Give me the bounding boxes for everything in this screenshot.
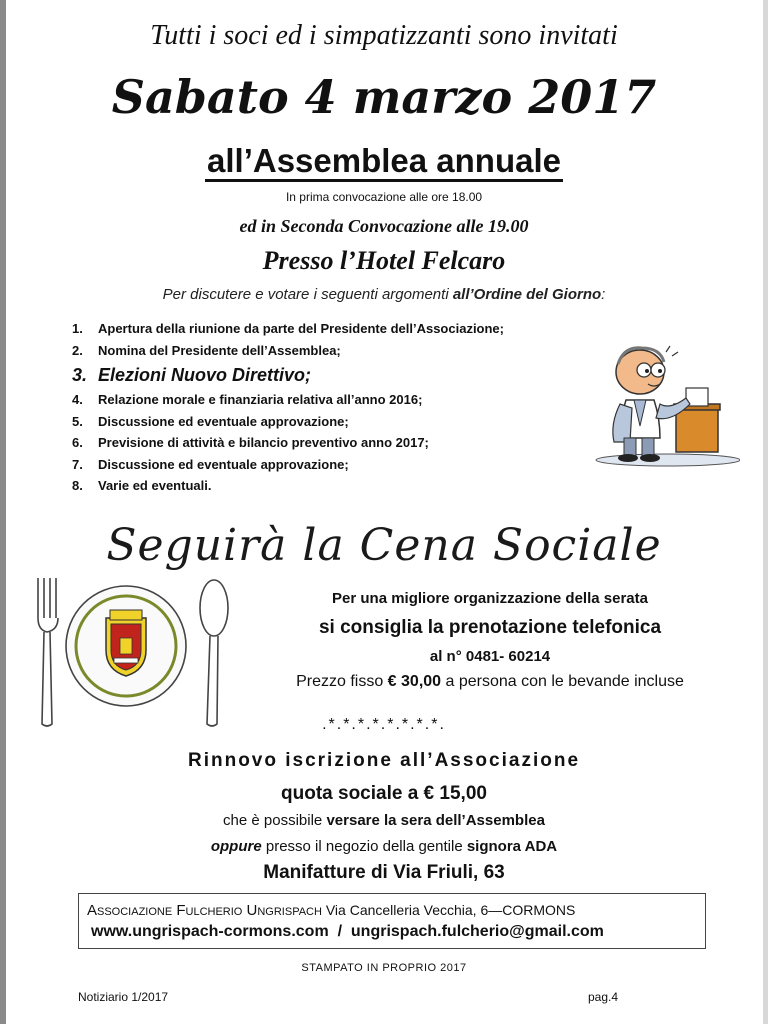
website-link[interactable]: www.ungrispach-cormons.com	[91, 923, 329, 940]
payment-bold: versare la sera dell’Assemblea	[326, 812, 545, 829]
agenda-item-text: Apertura della riunione da parte del Presidente dell’Associazione;	[98, 321, 504, 336]
shop-address: Manifatture di Via Friuli, 63	[263, 862, 505, 883]
price-value: € 30,00	[387, 673, 442, 690]
agenda-item-number: 4.	[72, 392, 83, 407]
agenda-item-number: 5.	[72, 413, 83, 429]
agenda-item-number: 3.	[72, 365, 88, 385]
first-call-note: In prima convocazione alle ore 18.00	[285, 190, 483, 204]
association-address: Via Cancelleria Vecchia, 6—CORMONS	[321, 902, 576, 918]
crest-icon	[106, 610, 146, 676]
invite-line: Tutti i soci ed i simpatizzanti sono invitati	[150, 20, 618, 51]
alternative-bold: signora ADA	[466, 838, 558, 855]
page-number: pag.4	[588, 990, 619, 1004]
agenda-item-text: Relazione morale e finanziaria relativa all’anno 2016;	[98, 392, 423, 407]
assembly-title-text: all’Assemblea annuale	[205, 142, 563, 182]
booking-note: si consiglia la prenotazione telefonica	[318, 617, 662, 638]
location-line: Presso l’Hotel Felcaro	[262, 246, 506, 275]
agenda-item	[72, 340, 612, 362]
second-call-note: ed in Seconda Convocazione alle 19.00	[239, 216, 529, 236]
agenda-intro-text: Per discutere e votare i seguenti argomenti	[162, 286, 453, 303]
agenda-item-number: 7.	[72, 456, 83, 472]
contact-separator: /	[328, 923, 351, 940]
membership-fee: quota sociale a € 15,00	[281, 783, 487, 804]
agenda-item	[72, 411, 612, 433]
price-line	[210, 673, 768, 691]
dotted-divider: .*.*.*.*.*.*.*.*.	[322, 716, 446, 733]
price-prefix: Prezzo fisso	[296, 673, 388, 690]
alternative-line	[0, 838, 768, 855]
email-link[interactable]: ungrispach.fulcherio@gmail.com	[350, 923, 604, 940]
agenda-item-text: Elezioni Nuovo Direttivo;	[98, 365, 312, 385]
agenda-item	[72, 361, 612, 389]
agenda-list	[72, 318, 612, 497]
dinner-title: Seguirà la Cena Sociale	[106, 520, 662, 571]
alternative-italic: oppure	[210, 838, 262, 855]
payment-prefix: che è possibile	[223, 812, 327, 829]
agenda-item-number: 8.	[72, 478, 83, 493]
agenda-item	[72, 432, 612, 454]
price-suffix: a persona con le bevande incluse	[441, 673, 684, 690]
agenda-intro-bold: all’Ordine del Giorno	[452, 286, 602, 303]
agenda-item-number: 1.	[72, 321, 83, 336]
assembly-title	[0, 142, 768, 180]
agenda-item-text: Previsione di attività e bilancio preventivo anno 2017;	[98, 435, 429, 450]
agenda-item	[72, 389, 612, 411]
agenda-item-number: 2.	[72, 342, 83, 358]
association-name: Associazione Fulcherio Ungrispach	[87, 902, 322, 919]
plate-fork-spoon-icon	[36, 578, 236, 728]
agenda-item-number: 6.	[72, 435, 83, 450]
agenda-item-text: Nomina del Presidente dell’Assemblea;	[98, 342, 341, 358]
agenda-item-text: Discussione ed eventuale approvazione;	[98, 456, 349, 472]
voter-at-ballot-box-icon	[590, 338, 740, 468]
payment-line	[0, 812, 768, 829]
agenda-item	[72, 318, 612, 340]
association-contact-box	[78, 893, 706, 949]
agenda-item-text: Discussione ed eventuale approvazione;	[98, 413, 349, 429]
agenda-intro-colon: :	[601, 286, 606, 303]
event-date: Sabato 4 marzo 2017	[111, 70, 657, 124]
renewal-title: Rinnovo iscrizione all’Associazione	[187, 750, 581, 771]
organization-note: Per una migliore organizzazione della serata	[332, 590, 648, 607]
agenda-item	[72, 475, 612, 497]
contact-line	[91, 923, 604, 941]
association-line	[87, 902, 575, 919]
issue-label: Notiziario 1/2017	[78, 990, 169, 1004]
phone-number: al n° 0481- 60214	[429, 648, 551, 665]
agenda-intro	[0, 286, 768, 303]
agenda-item	[72, 454, 612, 476]
alternative-middle: presso il negozio della gentile	[261, 838, 467, 855]
agenda-item-text: Varie ed eventuali.	[98, 478, 212, 493]
printed-note: STAMPATO IN PROPRIO 2017	[301, 962, 467, 974]
